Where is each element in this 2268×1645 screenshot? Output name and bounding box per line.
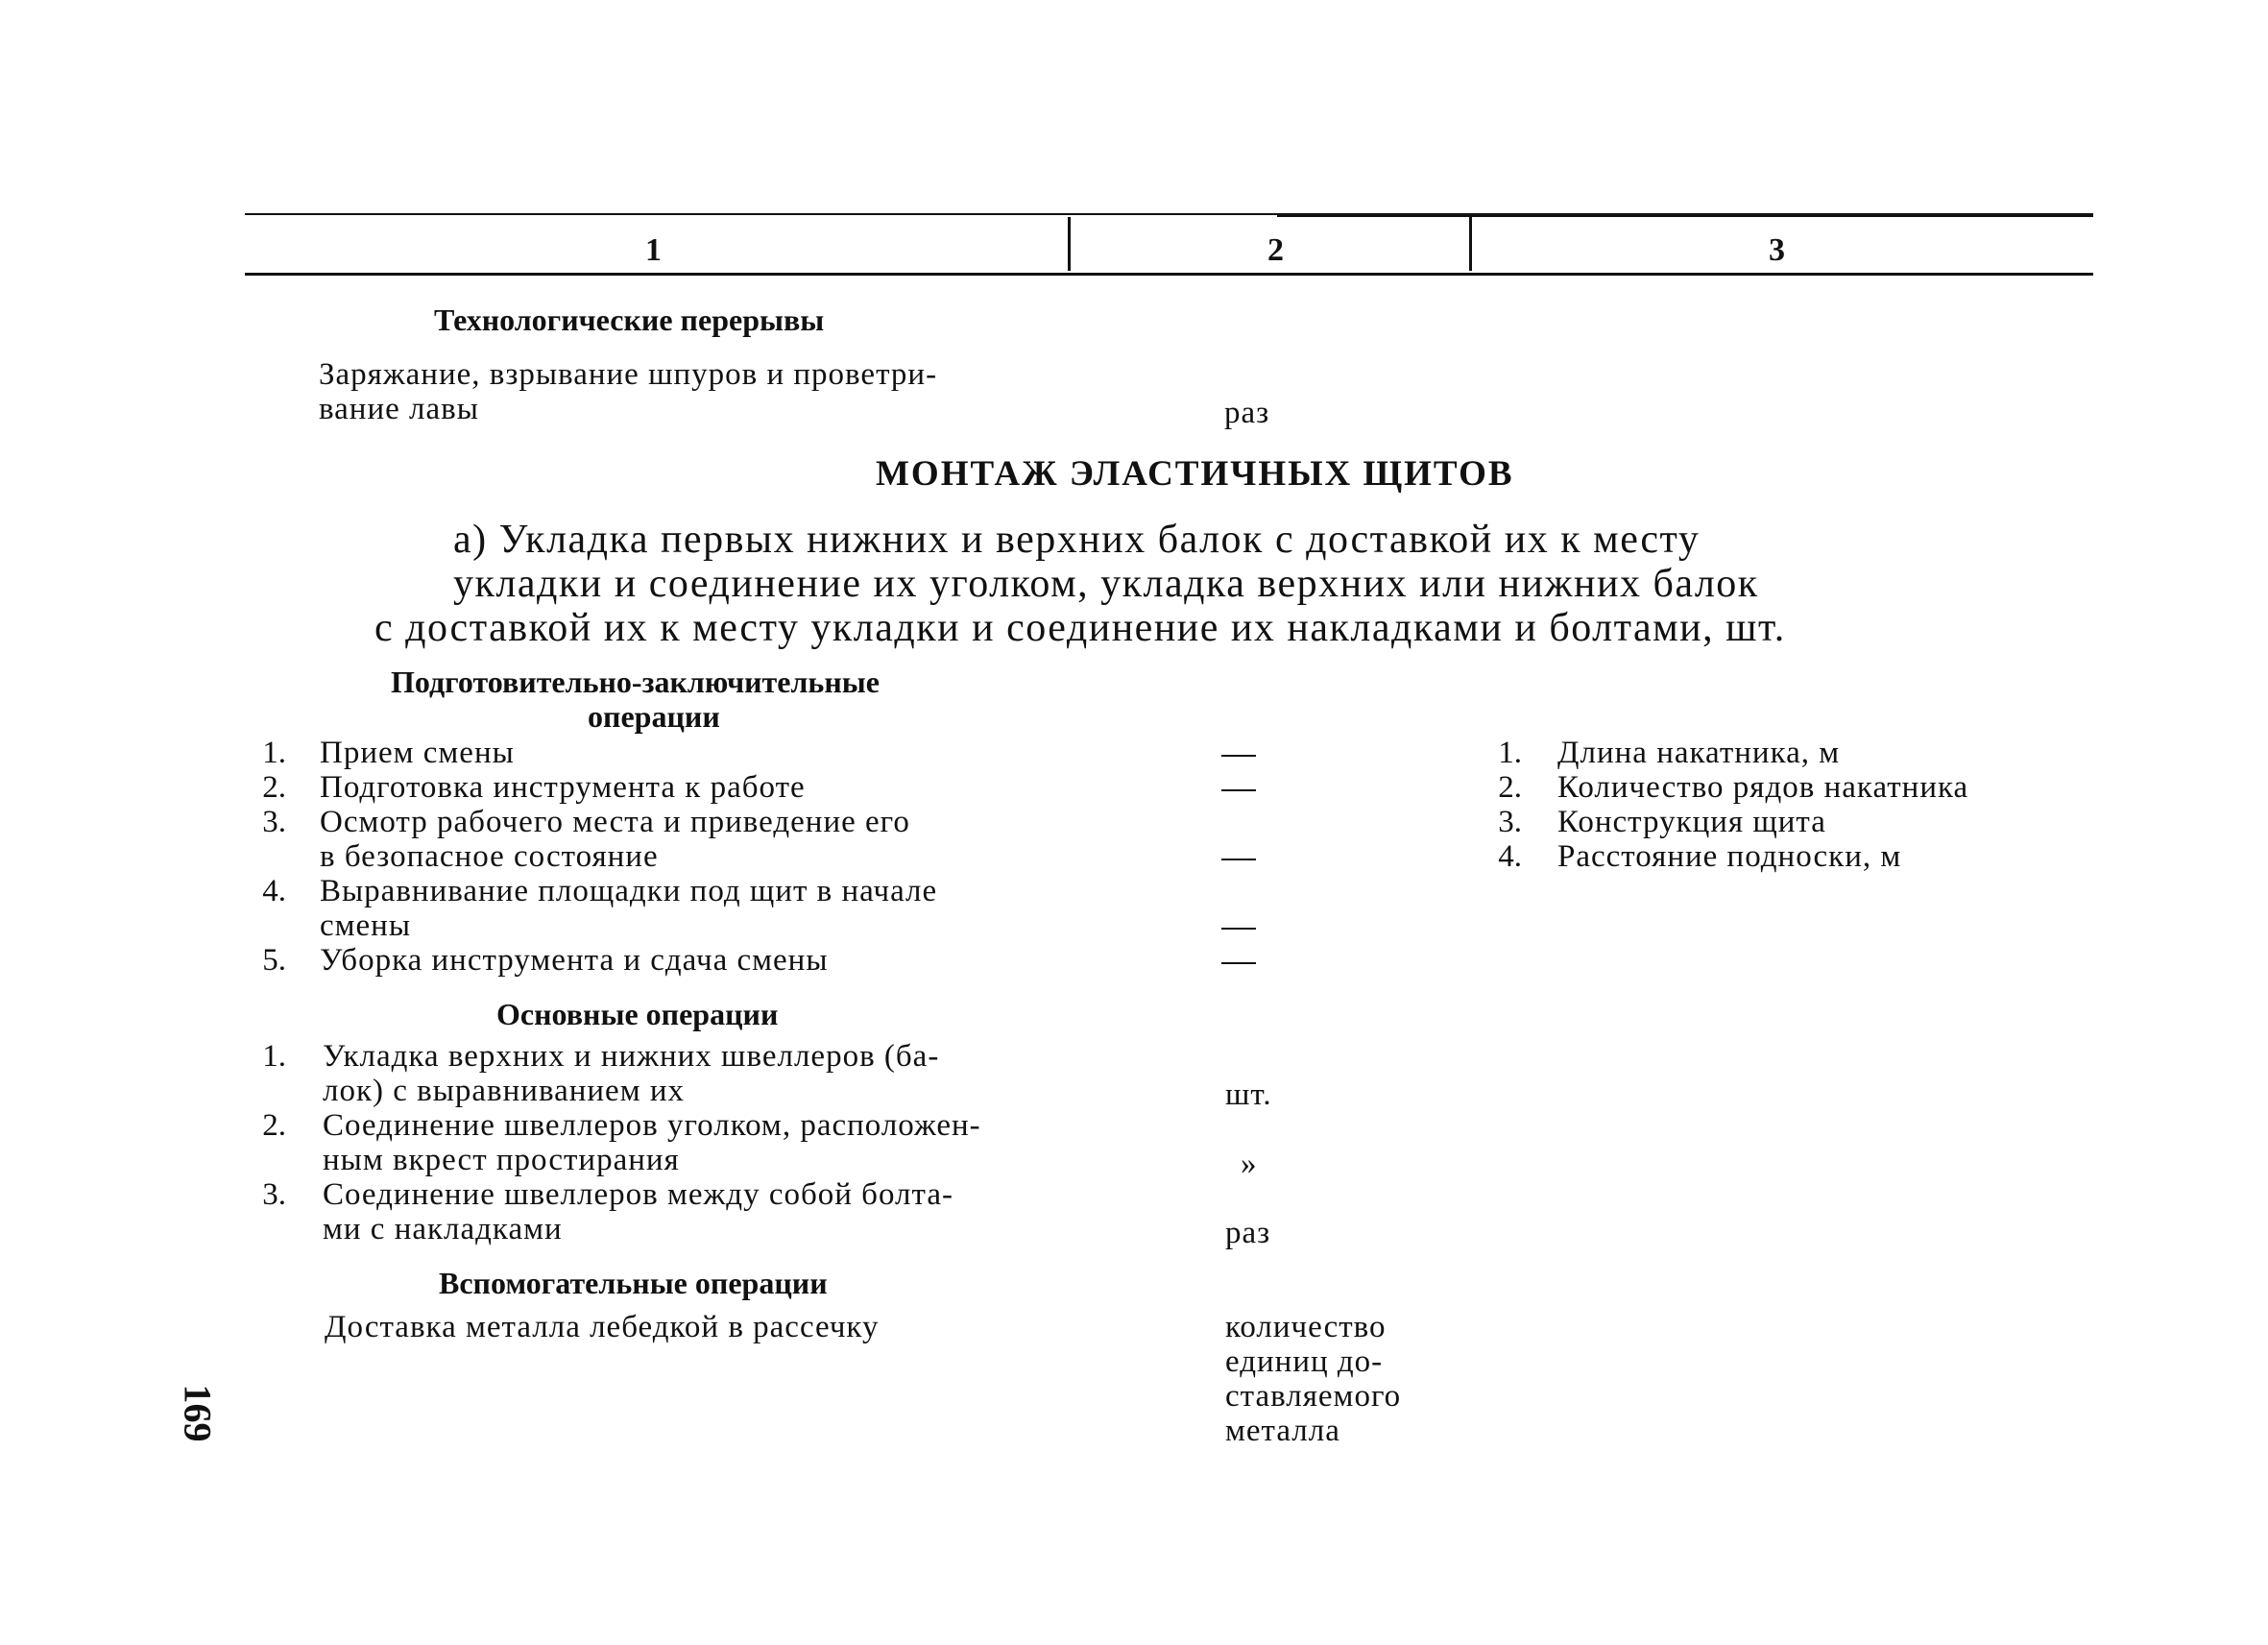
section-title: МОНТАЖ ЭЛАСТИЧНЫХ ЩИТОВ — [876, 454, 1514, 494]
main-item-3-unit: раз — [1225, 1216, 1271, 1250]
prep-ops-heading-2: операции — [588, 699, 720, 734]
main-item-1-unit: шт. — [1225, 1077, 1272, 1112]
header-top-rule-left — [245, 213, 1277, 215]
aux-unit-line-2: единиц до- — [1225, 1344, 1384, 1379]
prep-item-4-text-2: смены — [320, 908, 412, 943]
prep-item-3-number: 3. — [262, 805, 286, 839]
main-item-1-text-1: Укладка верхних и нижних швеллеров (ба- — [323, 1039, 940, 1074]
tech-breaks-heading: Технологические перерывы — [434, 302, 825, 337]
main-item-3-number: 3. — [262, 1177, 286, 1212]
factor-3-number: 3. — [1498, 805, 1522, 839]
subtitle-line-1: а) Укладка первых нижних и верхних балок с доставкой их к месту — [453, 518, 1701, 562]
main-item-2-text-1: Соединение швеллеров уголком, расположен- — [323, 1108, 981, 1143]
aux-unit-line-4: металла — [1225, 1414, 1340, 1448]
main-item-2-number: 2. — [262, 1108, 286, 1143]
prep-item-4-text-1: Выравнивание площадки под щит в начале — [320, 874, 938, 908]
header-divider-2 — [1469, 217, 1472, 271]
prep-item-2-number: 2. — [262, 770, 286, 805]
prep-ops-heading-1: Подготовительно-заключительные — [391, 665, 880, 699]
aux-item-text: Доставка металла лебедкой в рассечку — [325, 1310, 880, 1344]
prep-item-1-text: Прием смены — [320, 736, 515, 770]
main-item-3-text-1: Соединение швеллеров между собой болта- — [323, 1177, 953, 1212]
column-header-1: 1 — [645, 232, 662, 268]
factor-1-text: Длина накатника, м — [1557, 736, 1841, 770]
prep-item-4-dash — [1221, 928, 1256, 930]
prep-item-2-dash — [1221, 789, 1256, 791]
main-item-2-text-2: ным вкрест простирания — [323, 1143, 680, 1177]
main-item-1-number: 1. — [262, 1039, 286, 1074]
main-ops-heading: Основные операции — [496, 997, 779, 1031]
subtitle-line-3: с доставкой их к месту укладки и соединение их накладками и болтами, шт. — [374, 606, 1786, 650]
aux-unit-line-1: количество — [1225, 1310, 1387, 1344]
aux-ops-heading: Вспомогательные операции — [439, 1266, 828, 1300]
factor-2-text: Количество рядов накатника — [1557, 770, 1969, 805]
page-number: 169 — [176, 1384, 220, 1442]
header-divider-1 — [1068, 217, 1071, 271]
factor-4-number: 4. — [1498, 839, 1522, 874]
factor-1-number: 1. — [1498, 736, 1522, 770]
prep-item-5-dash — [1221, 962, 1256, 964]
prep-item-5-text: Уборка инструмента и сдача смены — [320, 943, 829, 978]
factor-2-number: 2. — [1498, 770, 1522, 805]
factor-4-text: Расстояние подноски, м — [1557, 839, 1902, 874]
main-item-1-text-2: лок) с выравниванием их — [323, 1074, 685, 1108]
aux-unit-line-3: ставляемого — [1225, 1379, 1402, 1414]
main-item-3-text-2: ми с накладками — [323, 1212, 563, 1246]
prep-item-1-dash — [1221, 755, 1256, 757]
prep-item-3-text-1: Осмотр рабочего места и приведение его — [320, 805, 910, 839]
prep-item-3-dash — [1221, 859, 1256, 860]
prep-item-2-text: Подготовка инструмента к работе — [320, 770, 806, 805]
main-item-2-unit: » — [1241, 1147, 1258, 1181]
tech-breaks-unit: раз — [1224, 396, 1270, 430]
prep-item-3-text-2: в безопасное состояние — [320, 839, 659, 874]
column-header-3: 3 — [1769, 232, 1785, 268]
prep-item-4-number: 4. — [262, 874, 286, 908]
prep-item-1-number: 1. — [262, 736, 286, 770]
header-top-rule-right — [1277, 213, 2093, 217]
column-header-2: 2 — [1267, 232, 1284, 268]
factor-3-text: Конструкция щита — [1557, 805, 1826, 839]
header-bottom-rule — [245, 273, 2093, 276]
tech-breaks-line-1: Заряжание, взрывание шпуров и проветри- — [319, 357, 938, 392]
prep-item-5-number: 5. — [262, 943, 286, 978]
tech-breaks-line-2: вание лавы — [319, 392, 479, 426]
subtitle-line-2: укладки и соединение их уголком, укладка верхних или нижних балок — [453, 562, 1759, 606]
